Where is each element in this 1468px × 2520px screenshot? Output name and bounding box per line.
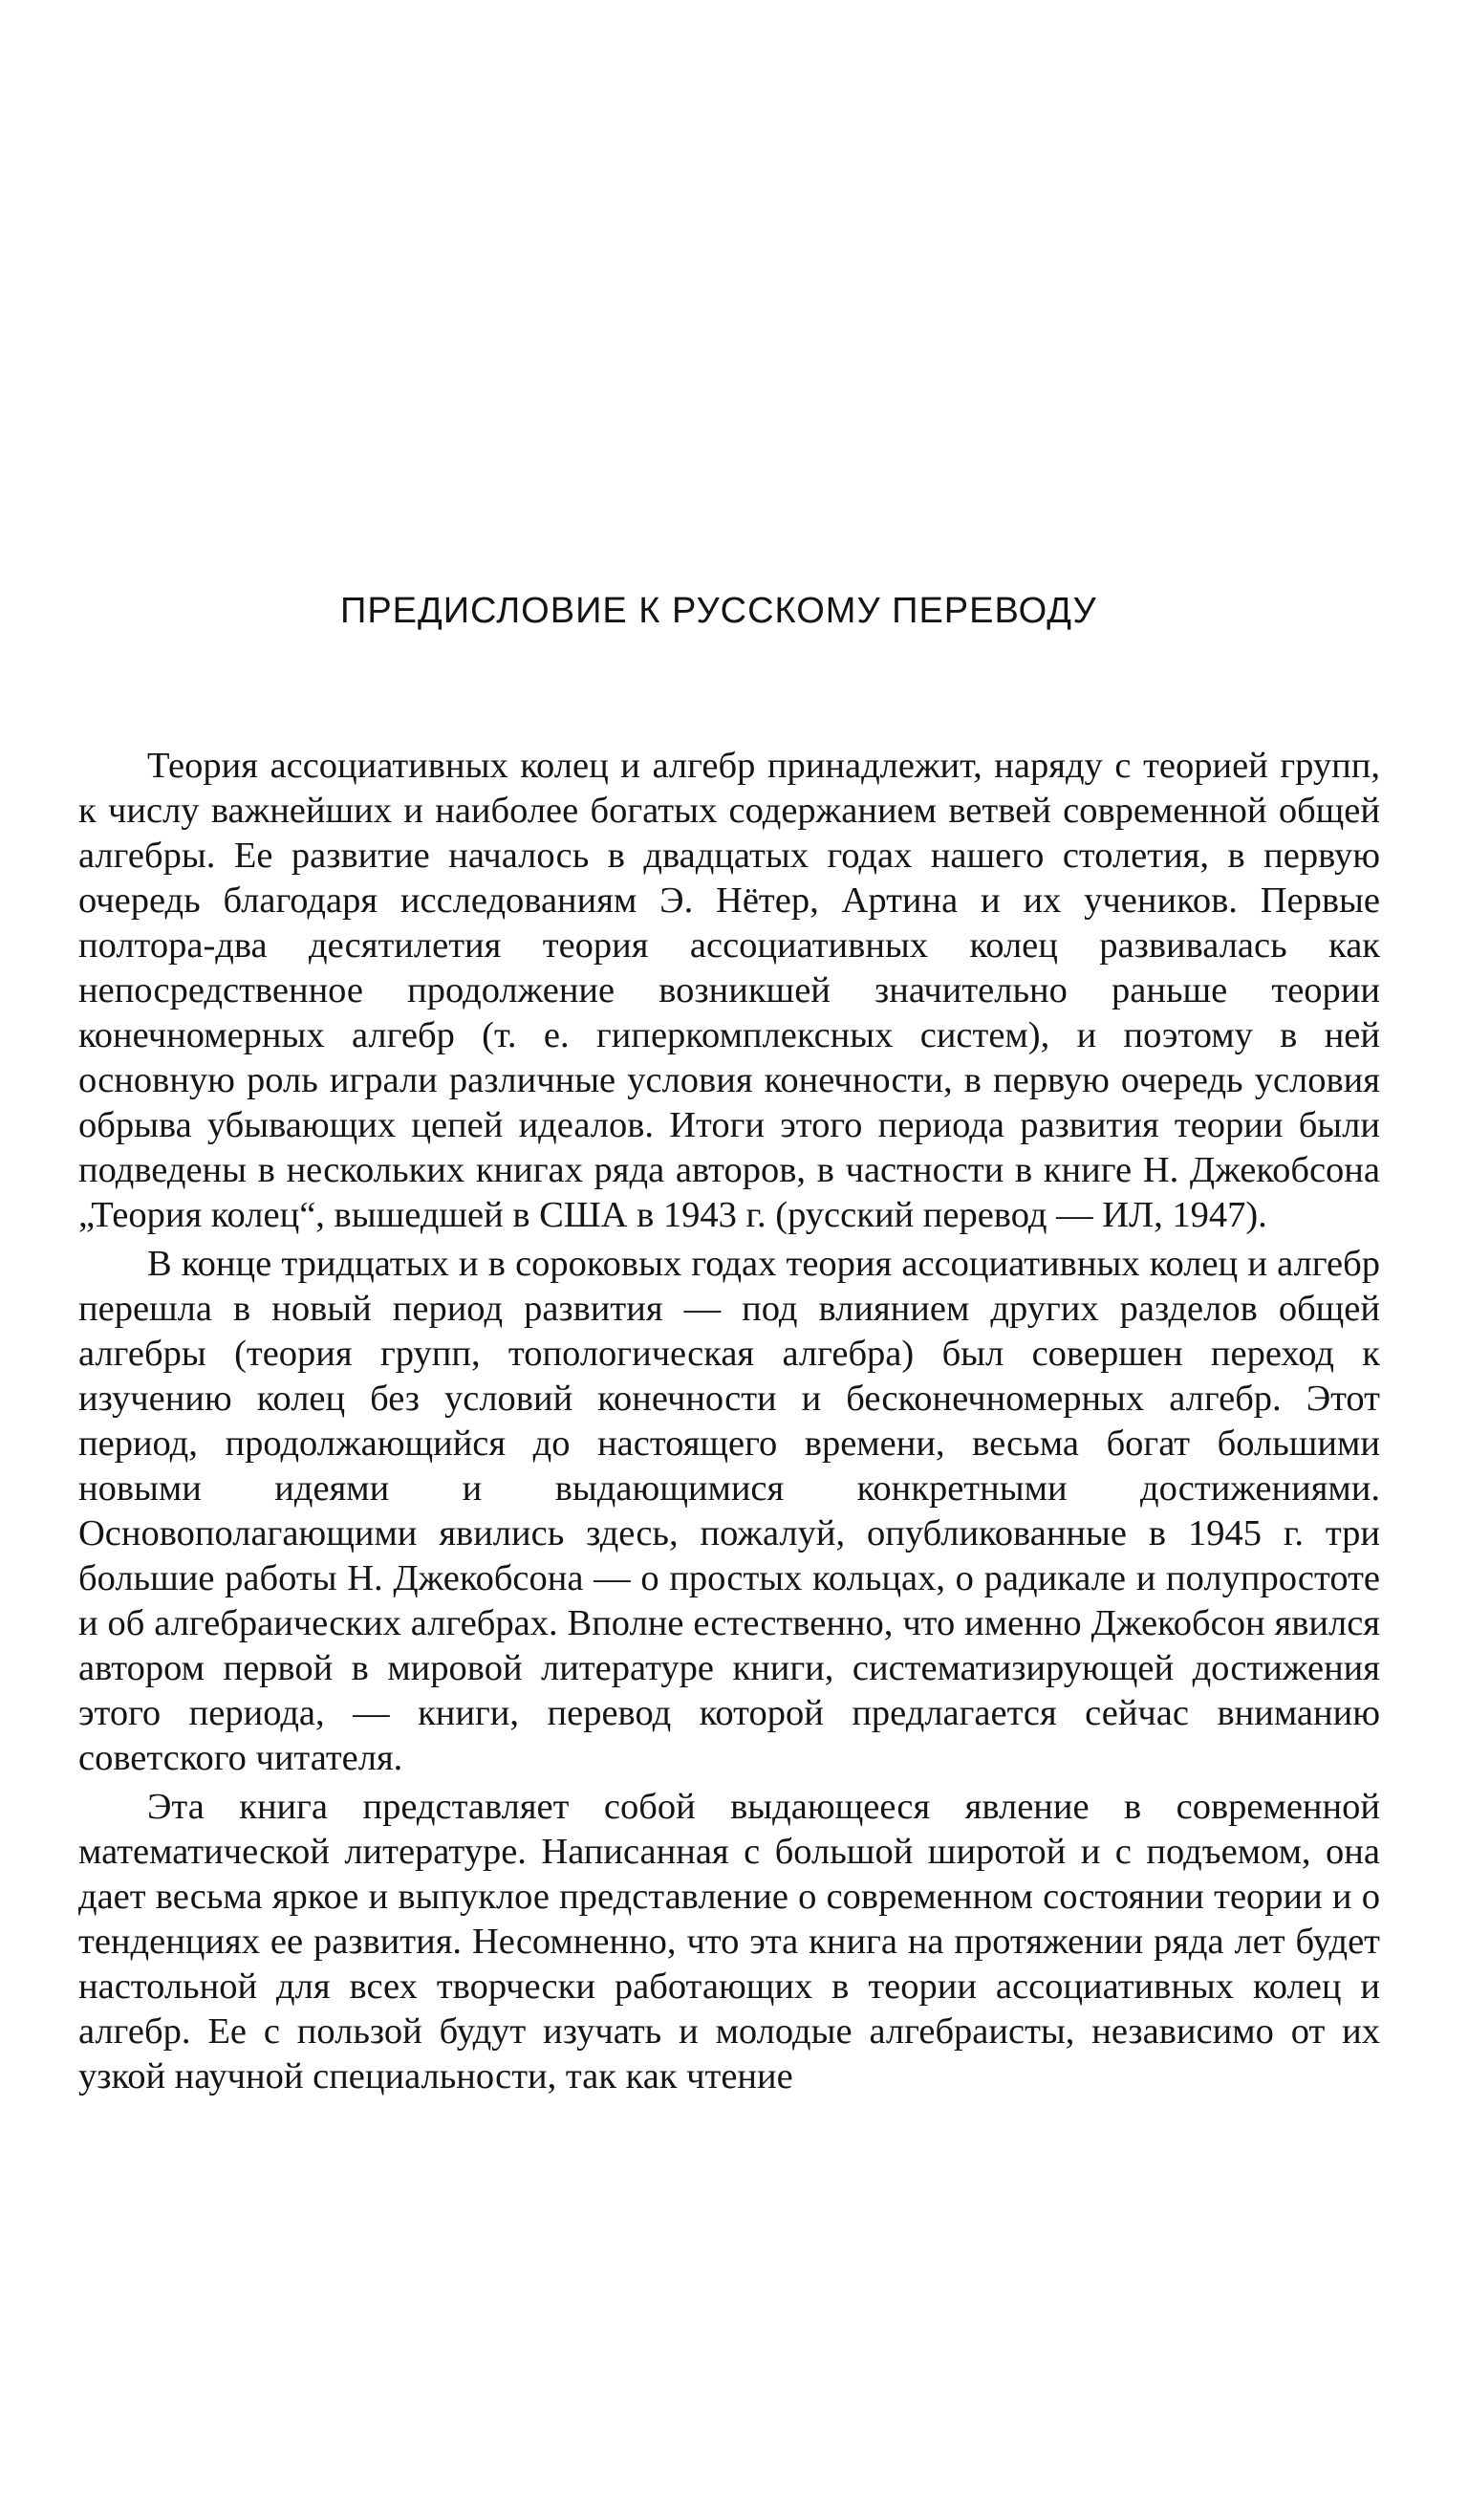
page-title: ПРЕДИСЛОВИЕ К РУССКОМУ ПЕРЕВОДУ: [340, 591, 1097, 631]
paragraph-3: Эта книга представляет собой выдающееся явление в современной математической литературе. Написанная с большой широтой и с подъемом, она дает весьма яркое и выпуклое представление о современном состоянии теории и о тенденциях ее развития. Несомненно, что эта книга на протяжении ряда лет будет настольной для всех творчески работающих в теории ассоциативных колец и алгебр. Ее с пользой будут изучать и молодые алгебраисты, независимо от их узкой научной специальности, так как чтение: [78, 1787, 1380, 2096]
paragraph-2: В конце тридцатых и в сороковых годах теория ассоциативных колец и алгебр перешла в новый период развития — под влиянием других разделов общей алгебры (теория групп, топологическая алгебра) был совершен переход к изучению колец без условий конечности и бесконечномерных алгебр. Этот период, продолжающийся до настоящего времени, весьма богат большими новыми идеями и выдающимися конкретными достижениями. Основополагающими явились здесь, пожалуй, опубликованные в 1945 г. три большие работы Н. Джекобсона — о простых кольцах, о радикале и полупростоте и об алгебраических алгебрах. Вполне естественно, что именно Джекобсон явился автором первой в мировой литературе книги, систематизирующей достижения этого периода, — книги, перевод которой предлагается сейчас вниманию советского читателя.: [78, 1244, 1380, 1778]
paragraph-1: Теория ассоциативных колец и алгебр принадлежит, наряду с теорией групп, к числу важнейших и наиболее богатых содержанием ветвей современной общей алгебры. Ее развитие началось в двадцатых годах нашего столетия, в первую очередь благодаря исследованиям Э. Нётер, Артина и их учеников. Первые полтора-два десятилетия теория ассоциативных колец развивалась как непосредственное продолжение возникшей значительно раньше теории конечномерных алгебр (т. е. гиперкомплексных систем), и поэтому в ней основную роль играли различные условия конечности, в первую очередь условия обрыва убывающих цепей идеалов. Итоги этого периода развития теории были подведены в нескольких книгах ряда авторов, в частности в книге Н. Джекобсона „Теория колец“, вышедшей в США в 1943 г. (русский перевод — ИЛ, 1947).: [78, 746, 1380, 1235]
body-text: [78, 744, 1380, 2099]
